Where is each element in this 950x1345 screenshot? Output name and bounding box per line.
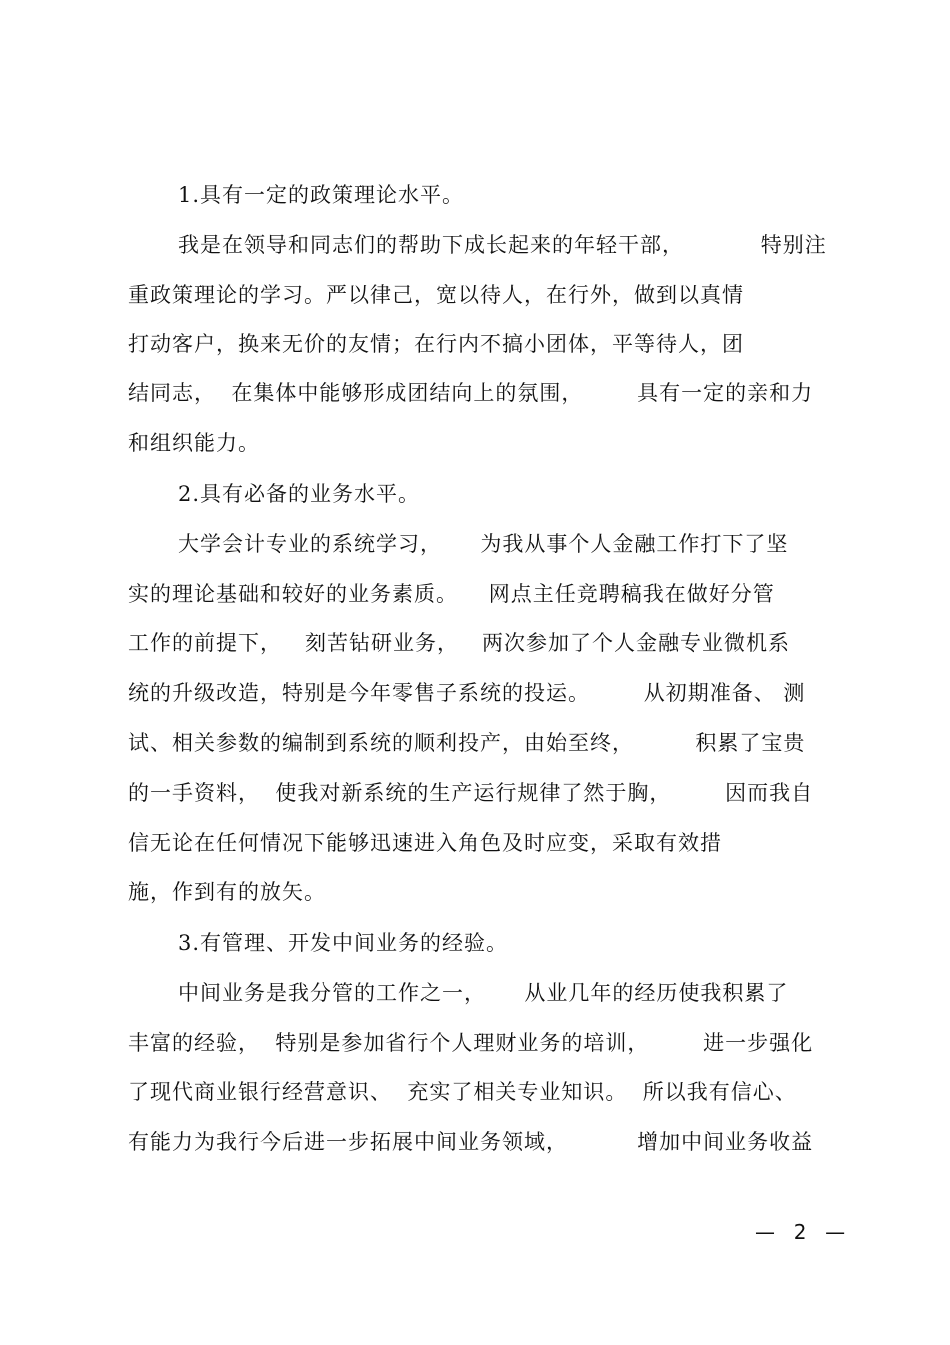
- paragraph-line: 我是在领导和同志们的帮助下成长起来的年轻干部， 特别注: [178, 233, 827, 257]
- paragraph-line: 的一手资料， 使我对新系统的生产运行规律了然于胸， 因而我自: [128, 781, 814, 805]
- paragraph-line: 实的理论基础和较好的业务素质。 网点主任竞聘稿我在做好分管: [128, 582, 775, 606]
- paragraph-line: 信无论在任何情况下能够迅速进入角色及时应变，采取有效措: [128, 831, 722, 855]
- paragraph-line: 打动客户，换来无价的友情；在行内不搞小团体，平等待人，团: [128, 332, 744, 356]
- paragraph-line: 重政策理论的学习。严以律己，宽以待人，在行外，做到以真情: [128, 283, 744, 307]
- paragraph-line: 有能力为我行今后进一步拓展中间业务领域， 增加中间业务收益: [128, 1130, 814, 1154]
- paragraph-line: 大学会计专业的系统学习， 为我从事个人金融工作打下了坚: [178, 532, 789, 556]
- page-number: — 2 —: [755, 1220, 848, 1244]
- heading-2: 2.具有必备的业务水平。: [178, 482, 421, 506]
- heading-1: 1.具有一定的政策理论水平。: [178, 183, 465, 207]
- heading-3: 3.有管理、开发中间业务的经验。: [178, 931, 509, 955]
- paragraph-line: 了现代商业银行经营意识、 充实了相关专业知识。 所以我有信心、: [128, 1080, 797, 1104]
- paragraph-line: 统的升级改造，特别是今年零售子系统的投运。 从初期准备、 测: [128, 681, 806, 705]
- paragraph-line: 工作的前提下， 刻苦钻研业务， 两次参加了个人金融专业微机系: [128, 631, 791, 655]
- paragraph-line: 和组织能力。: [128, 431, 260, 455]
- paragraph-line: 丰富的经验， 特别是参加省行个人理财业务的培训， 进一步强化: [128, 1031, 814, 1055]
- paragraph-line: 中间业务是我分管的工作之一， 从业几年的经历使我积累了: [178, 981, 789, 1005]
- paragraph-line: 结同志， 在集体中能够形成团结向上的氛围， 具有一定的亲和力: [128, 381, 814, 405]
- paragraph-line: 施，作到有的放矢。: [128, 880, 326, 904]
- paragraph-line: 试、相关参数的编制到系统的顺利投产，由始至终， 积累了宝贵: [128, 731, 806, 755]
